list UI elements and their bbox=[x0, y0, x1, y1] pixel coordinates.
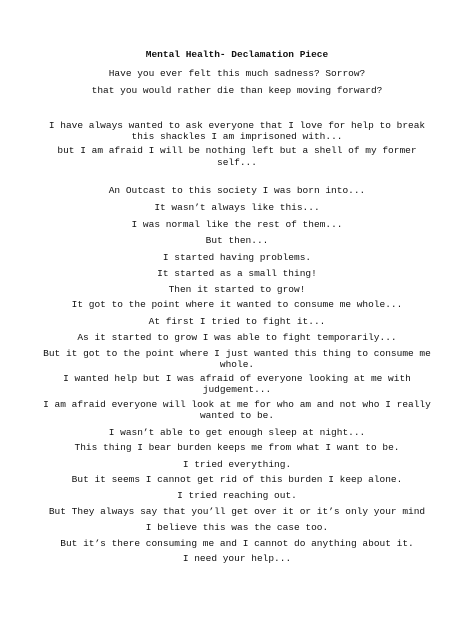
text-line: I have always wanted to ask everyone that I love for help to break bbox=[48, 120, 426, 131]
text-line: An Outcast to this society I was born into... bbox=[108, 185, 366, 196]
text-line: It got to the point where it wanted to consume me whole... bbox=[71, 299, 403, 310]
text-line: I believe this was the case too. bbox=[145, 522, 329, 533]
text-line: judgement... bbox=[202, 384, 272, 395]
text-line: As it started to grow I was able to fight temporarily... bbox=[77, 332, 397, 343]
text-line: At first I tried to fight it... bbox=[148, 316, 326, 327]
document-title: Mental Health- Declamation Piece bbox=[145, 49, 329, 60]
text-line: this shackles I am imprisoned with... bbox=[131, 131, 343, 142]
text-line: I tried reaching out. bbox=[177, 490, 297, 501]
text-line: But it seems I cannot get rid of this burden I keep alone. bbox=[71, 474, 403, 485]
text-line: It started as a small thing! bbox=[157, 268, 317, 279]
text-line: Have you ever felt this much sadness? Sorrow? bbox=[108, 68, 366, 79]
text-line: I am afraid everyone will look at me for who am and not who I really bbox=[43, 399, 431, 410]
text-line: I was normal like the rest of them... bbox=[131, 219, 343, 230]
text-line: It wasn’t always like this... bbox=[154, 202, 320, 213]
text-line: But They always say that you’ll get over it or it’s only your mind bbox=[48, 506, 426, 517]
text-line: But it’s there consuming me and I cannot do anything about it. bbox=[60, 538, 414, 549]
text-line: that you would rather die than keep moving forward? bbox=[91, 85, 383, 96]
text-line: whole. bbox=[219, 359, 255, 370]
text-line: I tried everything. bbox=[182, 459, 292, 470]
text-line: Then it started to grow! bbox=[168, 284, 306, 295]
text-line: but I am afraid I will be nothing left but a shell of my former bbox=[57, 145, 417, 156]
text-line: I wanted help but I was afraid of everyone looking at me with bbox=[63, 373, 411, 384]
text-line: self... bbox=[217, 157, 257, 168]
text-line: But it got to the point where I just wanted this thing to consume me bbox=[43, 348, 431, 359]
text-line: I wasn’t able to get enough sleep at night... bbox=[108, 427, 366, 438]
text-line: I started having problems. bbox=[162, 252, 312, 263]
text-line: This thing I bear burden keeps me from what I want to be. bbox=[74, 442, 400, 453]
text-line: wanted to be. bbox=[199, 410, 275, 421]
text-line: I need your help... bbox=[182, 553, 292, 564]
text-line: But then... bbox=[205, 235, 269, 246]
